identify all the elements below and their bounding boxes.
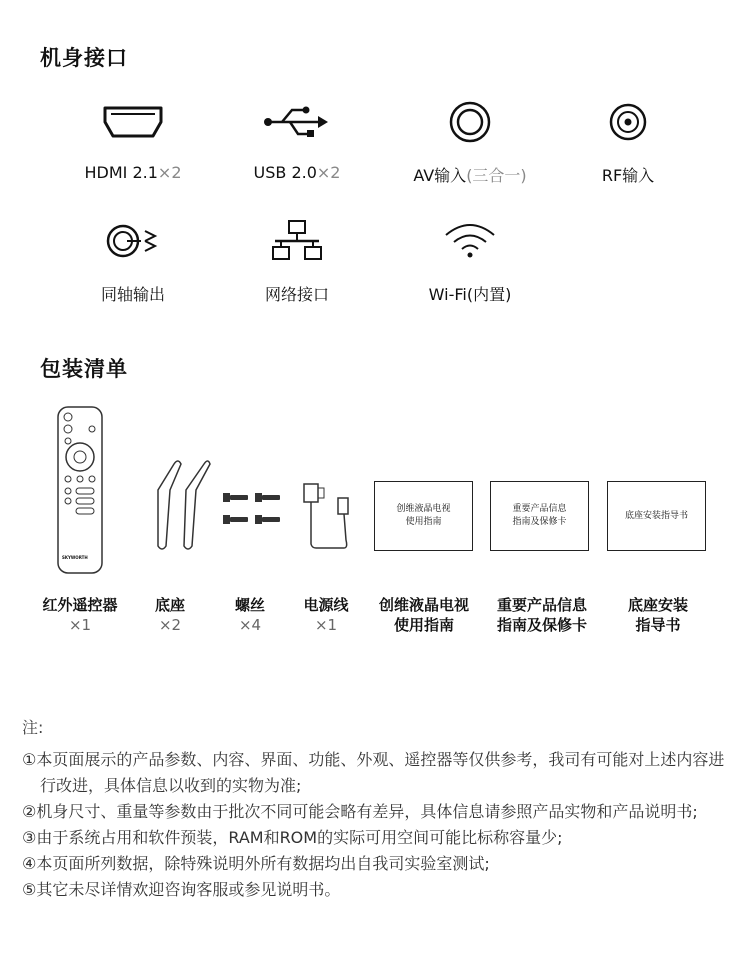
pkg-item — [30, 595, 130, 635]
screws-image — [223, 491, 283, 535]
booklet-warranty: 重要产品信息 指南及保修卡 — [490, 481, 589, 551]
port-usb — [222, 97, 372, 182]
port-label: Wi-Fi(内置) — [428, 285, 512, 304]
port-qty: ×2 — [157, 163, 182, 182]
notes-title: 注: — [22, 718, 44, 737]
port-wifi — [395, 216, 545, 305]
port-network — [222, 216, 372, 305]
port-label: HDMI 2.1 — [84, 163, 158, 182]
pkg-item — [366, 595, 482, 635]
port-label: 网络接口 — [264, 285, 329, 304]
pkg-item — [130, 595, 210, 635]
wifi-icon — [395, 216, 545, 266]
interfaces-title: 机身接口 — [40, 46, 128, 70]
remote-control-image — [56, 405, 104, 579]
pkg-item-name: 红外遥控器 — [42, 596, 118, 614]
port-qty: ×2 — [316, 163, 341, 182]
pkg-item — [286, 595, 366, 635]
power-cable-image — [300, 474, 354, 556]
notes — [22, 715, 732, 903]
pkg-item — [600, 595, 716, 635]
network-icon — [222, 216, 372, 266]
port-av — [395, 97, 545, 186]
port-rf — [553, 97, 703, 186]
booklet-user-guide: 创维液晶电视 使用指南 — [374, 481, 473, 551]
pkg-item-name: 螺丝 — [234, 596, 265, 614]
pkg-item-name: 电源线 — [303, 596, 349, 614]
av-port-icon — [395, 97, 545, 147]
pkg-item-count: ×2 — [158, 616, 182, 634]
pkg-item-count: ×1 — [68, 616, 92, 634]
pkg-item-count: ×4 — [238, 616, 262, 634]
pkg-item — [484, 595, 600, 635]
coaxial-icon — [58, 216, 208, 266]
stand-image — [148, 458, 212, 557]
port-coaxial — [58, 216, 208, 305]
remote-brand: SKYWORTH — [62, 555, 88, 560]
booklet-stand-guide: 底座安装指导书 — [607, 481, 706, 551]
pkg-item-name: 底座 — [154, 596, 185, 614]
package-title: 包装清单 — [40, 357, 128, 381]
pkg-item-name: 底座安装 指导书 — [627, 596, 688, 634]
port-label: 同轴输出 — [100, 285, 165, 304]
note-item: ③由于系统占用和软件预装，RAM和ROM的实际可用空间可能比标称容量少; — [22, 828, 563, 847]
rf-port-icon — [553, 97, 703, 147]
port-label: USB 2.0 — [253, 163, 317, 182]
pkg-item-count: ×1 — [314, 616, 338, 634]
note-item: ①本页面展示的产品参数、内容、界面、功能、外观、遥控器等仅供参考，我司有可能对上述内容进行改进，具体信息以收到的实物为准; — [22, 750, 725, 795]
port-qty: (三合一) — [466, 166, 527, 185]
port-label: RF输入 — [601, 166, 655, 185]
note-item: ⑤其它未尽详情欢迎咨询客服或参见说明书。 — [22, 880, 341, 899]
usb-icon — [222, 97, 372, 147]
pkg-item-name: 重要产品信息 指南及保修卡 — [496, 596, 587, 634]
hdmi-port-icon — [58, 97, 208, 147]
pkg-item-name: 创维液晶电视 使用指南 — [378, 596, 469, 634]
port-hdmi — [58, 97, 208, 182]
note-item: ④本页面所列数据，除特殊说明外所有数据均出自我司实验室测试; — [22, 854, 490, 873]
port-label: AV输入 — [413, 166, 467, 185]
note-item: ②机身尺寸、重量等参数由于批次不同可能会略有差异，具体信息请参照产品实物和产品说明书; — [22, 802, 698, 821]
pkg-item — [210, 595, 290, 635]
